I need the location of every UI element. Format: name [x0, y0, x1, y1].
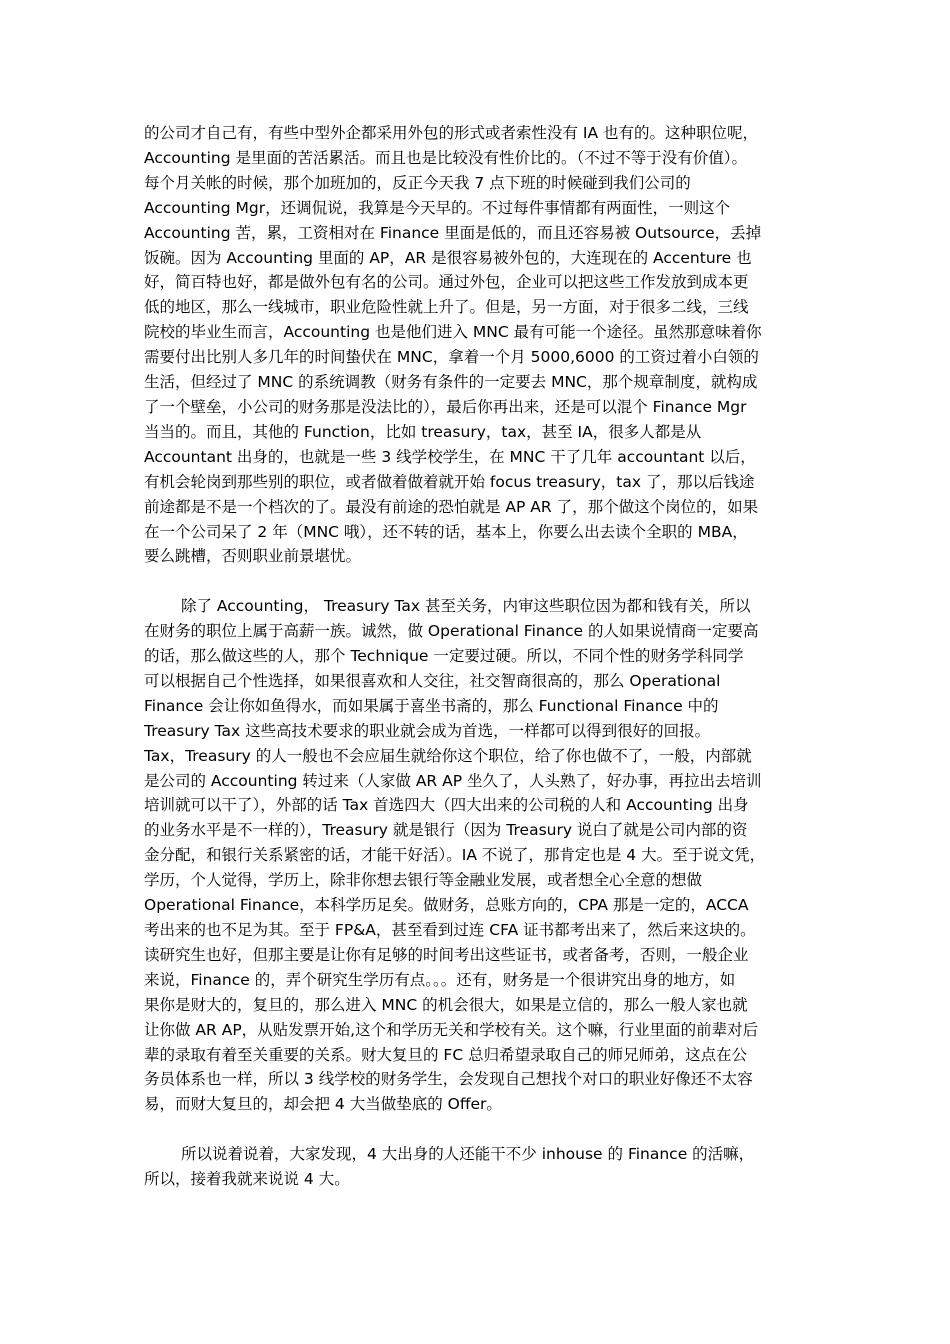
- document-page: [144, 121, 806, 1192]
- paragraph-treasury-tax: [144, 594, 806, 1117]
- text-line: Finance 会让你如鱼得水，而如果属于喜坐书斋的，那么 Functional Finance 中的: [144, 696, 719, 715]
- text-line: 的业务水平是不一样的），Treasury 就是银行（因为 Treasury 说白了就是公司内部的资: [144, 821, 748, 840]
- text-line: Tax，Treasury 的人一般也不会应届生就给你这个职位，给了你也做不了，一般，内部就: [144, 746, 752, 765]
- paragraph-big-four-intro: [144, 1142, 806, 1192]
- text-line: 所以，接着我就来说说 4 大。: [144, 1170, 350, 1189]
- text-line: 饭碗。因为 Accounting 里面的 AP，AR 是很容易被外包的，大连现在的 Accenture 也: [144, 248, 752, 267]
- text-line: 是公司的 Accounting 转过来（人家做 AR AP 坐久了，人头熟了，好办事，再拉出去培训: [144, 771, 762, 790]
- paragraph-spacer: [144, 569, 806, 594]
- text-line: 来说，Finance 的，弄个研究生学历有点。。。还有，财务是一个很讲究出身的地方，如: [144, 970, 736, 989]
- text-line: 需要付出比别人多几年的时间蛰伏在 MNC，拿着一个月 5000,6000 的工资过着小白领的: [144, 348, 759, 367]
- text-line: 读研究生也好，但那主要是让你有足够的时间考出这些证书，或者备考，否则，一般企业: [144, 945, 749, 964]
- text-line: Operational Finance，本科学历足矣。做财务，总账方向的，CPA 那是一定的，ACCA: [144, 896, 749, 915]
- paragraph-accounting: [144, 121, 806, 569]
- text-line: 让你做 AR AP，从贴发票开始,这个和学历无关和学校有关。这个嘛，行业里面的前辈对后: [144, 1020, 759, 1039]
- text-line: 可以根据自己个性选择，如果很喜欢和人交往，社交智商很高的，那么 Operational: [144, 671, 721, 690]
- text-line: Accounting Mgr，还调侃说，我算是今天早的。不过每件事情都有两面性，一则这个: [144, 198, 731, 217]
- text-line: 好，简百特也好，都是做外包有名的公司。通过外包，企业可以把这些工作发放到成本更: [144, 273, 749, 292]
- text-line: 学历，个人觉得，学历上，除非你想去银行等金融业发展，或者想全心全意的想做: [144, 871, 703, 890]
- text-line: 生活，但经过了 MNC 的系统调教（财务有条件的一定要去 MNC，那个规章制度，就构成: [144, 373, 758, 392]
- text-line: 果你是财大的，复旦的，那么进入 MNC 的机会很大，如果是立信的，那么一般人家也就: [144, 995, 748, 1014]
- text-line: Treasury Tax 这些高技术要求的职业就会成为首选，一样都可以得到很好的回报。: [144, 721, 711, 740]
- text-line: 有机会轮岗到那些别的职位，或者做着做着就开始 focus treasury，tax 了，那以后钱途: [144, 472, 755, 491]
- text-line: 除了 Accounting， Treasury Tax 甚至关务，内审这些职位因为都和钱有关，所以: [181, 597, 751, 616]
- text-line: 培训就可以干了），外部的话 Tax 首选四大（四大出来的公司税的人和 Accounting 出身: [144, 796, 749, 815]
- paragraph-spacer: [144, 1117, 806, 1142]
- text-line: 院校的毕业生而言，Accounting 也是他们进入 MNC 最有可能一个途径。虽然那意味着你: [144, 323, 762, 342]
- text-line: Accountant 出身的，也就是一些 3 线学校学生，在 MNC 干了几年 accountant 以后，: [144, 447, 756, 466]
- text-line: 辈的录取有着至关重要的关系。财大复旦的 FC 总归希望录取自己的师兄师弟，这点在公: [144, 1045, 748, 1064]
- text-line: 了一个壁垒，小公司的财务那是没法比的），最后你再出来，还是可以混个 Finance Mgr: [144, 397, 747, 416]
- text-line: 所以说着说着，大家发现，4 大出身的人还能干不少 inhouse 的 Finance 的活嘛，: [181, 1145, 755, 1164]
- text-line: 金分配，和银行关系紧密的话，才能干好活）。IA 不说了，那肯定也是 4 大。至于说文凭，: [144, 846, 766, 865]
- text-line: 在一个公司呆了 2 年（MNC 哦），还不转的话，基本上，你要么出去读个全职的 MBA，: [144, 522, 748, 541]
- text-line: 务员体系也一样，所以 3 线学校的财务学生，会发现自己想找个对口的职业好像还不太容: [144, 1070, 753, 1089]
- text-line: Accounting 苦，累，工资相对在 Finance 里面是低的，而且还容易被 Outsource，丢掉: [144, 223, 762, 242]
- text-line: 前途都是不是一个档次的了。最没有前途的恐怕就是 AP AR 了，那个做这个岗位的，如果: [144, 497, 759, 516]
- text-line: 每个月关帐的时候，那个加班加的，反正今天我 7 点下班的时候碰到我们公司的: [144, 173, 691, 192]
- text-line: 在财务的职位上属于高薪一族。诚然，做 Operational Finance 的人如果说情商一定要高: [144, 622, 759, 641]
- text-line: 易，而财大复旦的，却会把 4 大当做垫底的 Offer。: [144, 1095, 502, 1114]
- text-line: 考出来的也不足为其。至于 FP&A，甚至看到过连 CFA 证书都考出来了，然后来这块的。: [144, 920, 756, 939]
- text-line: 的公司才自己有，有些中型外企都采用外包的形式或者索性没有 IA 也有的。这种职位呢，: [144, 124, 759, 142]
- text-line: 当当的。而且，其他的 Function，比如 treasury，tax，甚至 IA，很多人都是从: [144, 422, 702, 441]
- text-line: 的话，那么做这些的人，那个 Technique 一定要过硬。所以，不同个性的财务学科同学: [144, 647, 744, 666]
- text-line: 低的地区，那么一线城市，职业危险性就上升了。但是，另一方面，对于很多二线，三线: [144, 298, 749, 317]
- text-line: 要么跳槽，否则职业前景堪忧。: [144, 547, 362, 566]
- text-line: Accounting 是里面的苦活累活。而且也是比较没有性价比的。（不过不等于没有价值）。: [144, 148, 747, 167]
